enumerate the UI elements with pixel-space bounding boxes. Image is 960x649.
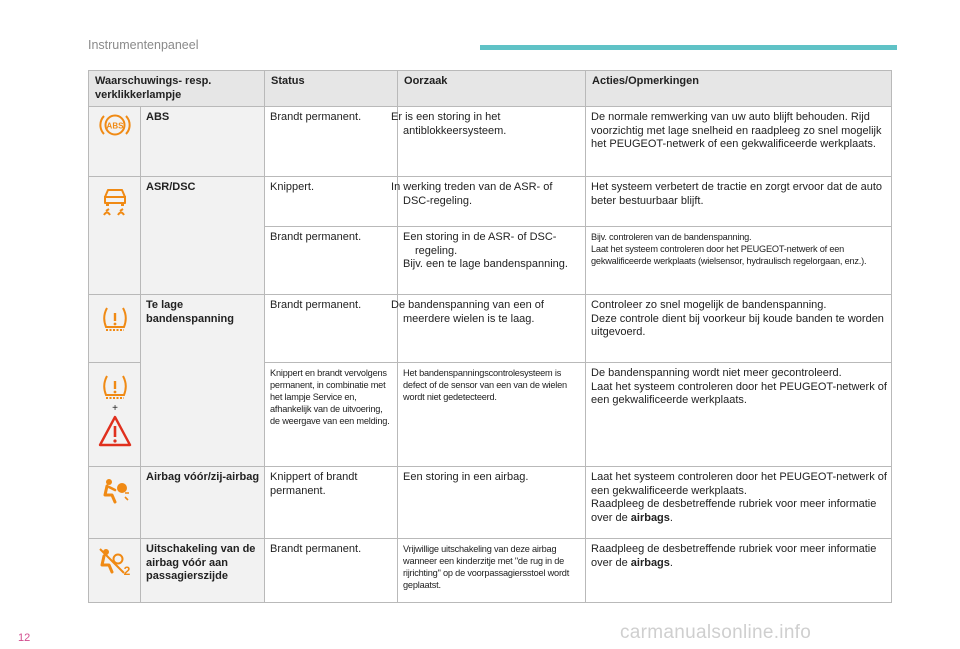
action-airbag: [586, 467, 892, 539]
watermark: carmanualsonline.info: [620, 622, 812, 643]
action-airbag-text: Raadpleeg de desbetreffende rubriek voor meer informatie over de: [591, 498, 877, 524]
tyre-pressure-icon: [89, 295, 141, 363]
svg-text:ABS: ABS: [106, 121, 124, 131]
status-tyre-low: Brandt permanent.: [265, 295, 398, 363]
label-abs: ABS: [141, 107, 265, 177]
action-asr-blink: Het systeem verbetert de tractie en zorgt ervoor dat de auto beter bestuurbaar blijft.: [586, 177, 892, 227]
header-cause: Oorzaak: [398, 71, 586, 107]
cause-abs: Er is een storing in het antiblokkeersysteem.: [398, 107, 586, 177]
cause-airbag-off: Vrijwillige uitschakeling van deze airbag wanneer een kinderzitje met "de rug in de rijrichting" op de voorpassagiersstoel wordt geplaatst.: [398, 539, 586, 603]
label-airbag: Airbag vóór/zij-airbag: [141, 467, 265, 539]
section-title: Instrumentenpaneel: [88, 38, 199, 52]
table-row-airbag: [89, 467, 892, 539]
header-actions: Acties/Opmerkingen: [586, 71, 892, 107]
skidding-car-icon: [89, 177, 141, 295]
action-airbag-line2: [591, 498, 887, 525]
table-header-row: [89, 71, 892, 107]
cause-tyre-fault: Het bandenspanningscontrolesysteem is defect of de sensor van een van de wielen wordt niet gedetecteerd.: [398, 363, 586, 467]
status-airbag: Knippert of brandt permanent.: [265, 467, 398, 539]
accent-bar: [480, 45, 897, 50]
action-tyre-fault-line2: Laat het systeem controleren door het PEUGEOT-netwerk of een gekwalificeerde werkplaats.: [591, 380, 887, 406]
header-warning-light: Waarschuwings- resp. verklikkerlampje: [89, 71, 265, 107]
action-airbag-off: [586, 539, 892, 603]
airbags-keyword: airbags: [630, 556, 670, 569]
service-warning-icon: [98, 415, 132, 447]
cause-asr-fault-line2: Bijv. een te lage bandenspanning.: [403, 258, 568, 270]
table-row-airbag-off: [89, 539, 892, 603]
cause-asr-fault: [398, 227, 586, 295]
action-tyre-fault: [586, 363, 892, 467]
table-row-asr-blink: [89, 177, 892, 227]
cause-airbag: Een storing in een airbag.: [398, 467, 586, 539]
action-tyre-fault-line1: De bandenspanning wordt niet meer gecontroleerd.: [591, 367, 842, 379]
page-number: 12: [18, 632, 31, 644]
tyre-service-icons: [89, 363, 141, 467]
status-airbag-off: Brandt permanent.: [265, 539, 398, 603]
warning-lights-table: [88, 70, 892, 603]
action-tyre-low-line1: Controleer zo snel mogelijk de bandenspanning.: [591, 299, 827, 311]
table-row-abs: [89, 107, 892, 177]
action-airbag-line1: Laat het systeem controleren door het PEUGEOT-netwerk of een gekwalificeerde werkplaats.: [591, 471, 887, 497]
action-asr-fault-line2: Laat het systeem controleren door het PEUGEOT-netwerk of een gekwalificeerde werkplaats (wielsensor, hydraulisch regelorgaan, enz.).: [591, 244, 867, 266]
passenger-airbag-off-icon: [89, 539, 141, 603]
label-airbag-off: Uitschakeling van de airbag vóór aan passagierszijde: [141, 539, 265, 603]
plus-sign: +: [112, 403, 118, 414]
status-abs: Brandt permanent.: [265, 107, 398, 177]
label-tyre-pressure: Te lage bandenspanning: [141, 295, 265, 467]
abs-warning-icon: [89, 107, 141, 177]
action-airbag-off-text: Raadpleeg de desbetreffende rubriek voor meer informatie over de: [591, 543, 877, 569]
action-tyre-low-line2: Deze controle dient bij voorkeur bij koude banden te worden uitgevoerd.: [591, 312, 884, 338]
action-abs: De normale remwerking van uw auto blijft behouden. Rijd voorzichtig met lage snelheid en raadpleeg zo snel mogelijk het PEUGEOT-netwerk of een gekwalificeerde werkplaats.: [586, 107, 892, 177]
airbag-icon: [89, 467, 141, 539]
header-status: Status: [265, 71, 398, 107]
status-tyre-fault: Knippert en brandt vervolgens permanent, in combinatie met het lampje Service en, afhankelijk van de uitvoering, de weergave van een melding.: [265, 363, 398, 467]
cause-tyre-low: De bandenspanning van een of meerdere wielen is te laag.: [398, 295, 586, 363]
cause-asr-blink: In werking treden van de ASR- of DSC-regeling.: [398, 177, 586, 227]
action-tyre-low: [586, 295, 892, 363]
action-airbag-period: .: [669, 511, 673, 524]
action-airbag-off-period: .: [669, 556, 673, 569]
label-asr-dsc: ASR/DSC: [141, 177, 265, 295]
action-asr-fault-line1: Bijv. controleren van de bandenspanning.: [591, 232, 752, 242]
svg-text:2: 2: [123, 564, 131, 577]
airbags-keyword: airbags: [630, 511, 670, 524]
tyre-pressure-icon: [101, 373, 129, 403]
status-asr-fault: Brandt permanent.: [265, 227, 398, 295]
action-asr-fault: [586, 227, 892, 295]
cause-asr-fault-line1: Een storing in de ASR- of DSC-regeling.: [403, 231, 557, 257]
table-row-tyre-low: [89, 295, 892, 363]
status-asr-blink: Knippert.: [265, 177, 398, 227]
